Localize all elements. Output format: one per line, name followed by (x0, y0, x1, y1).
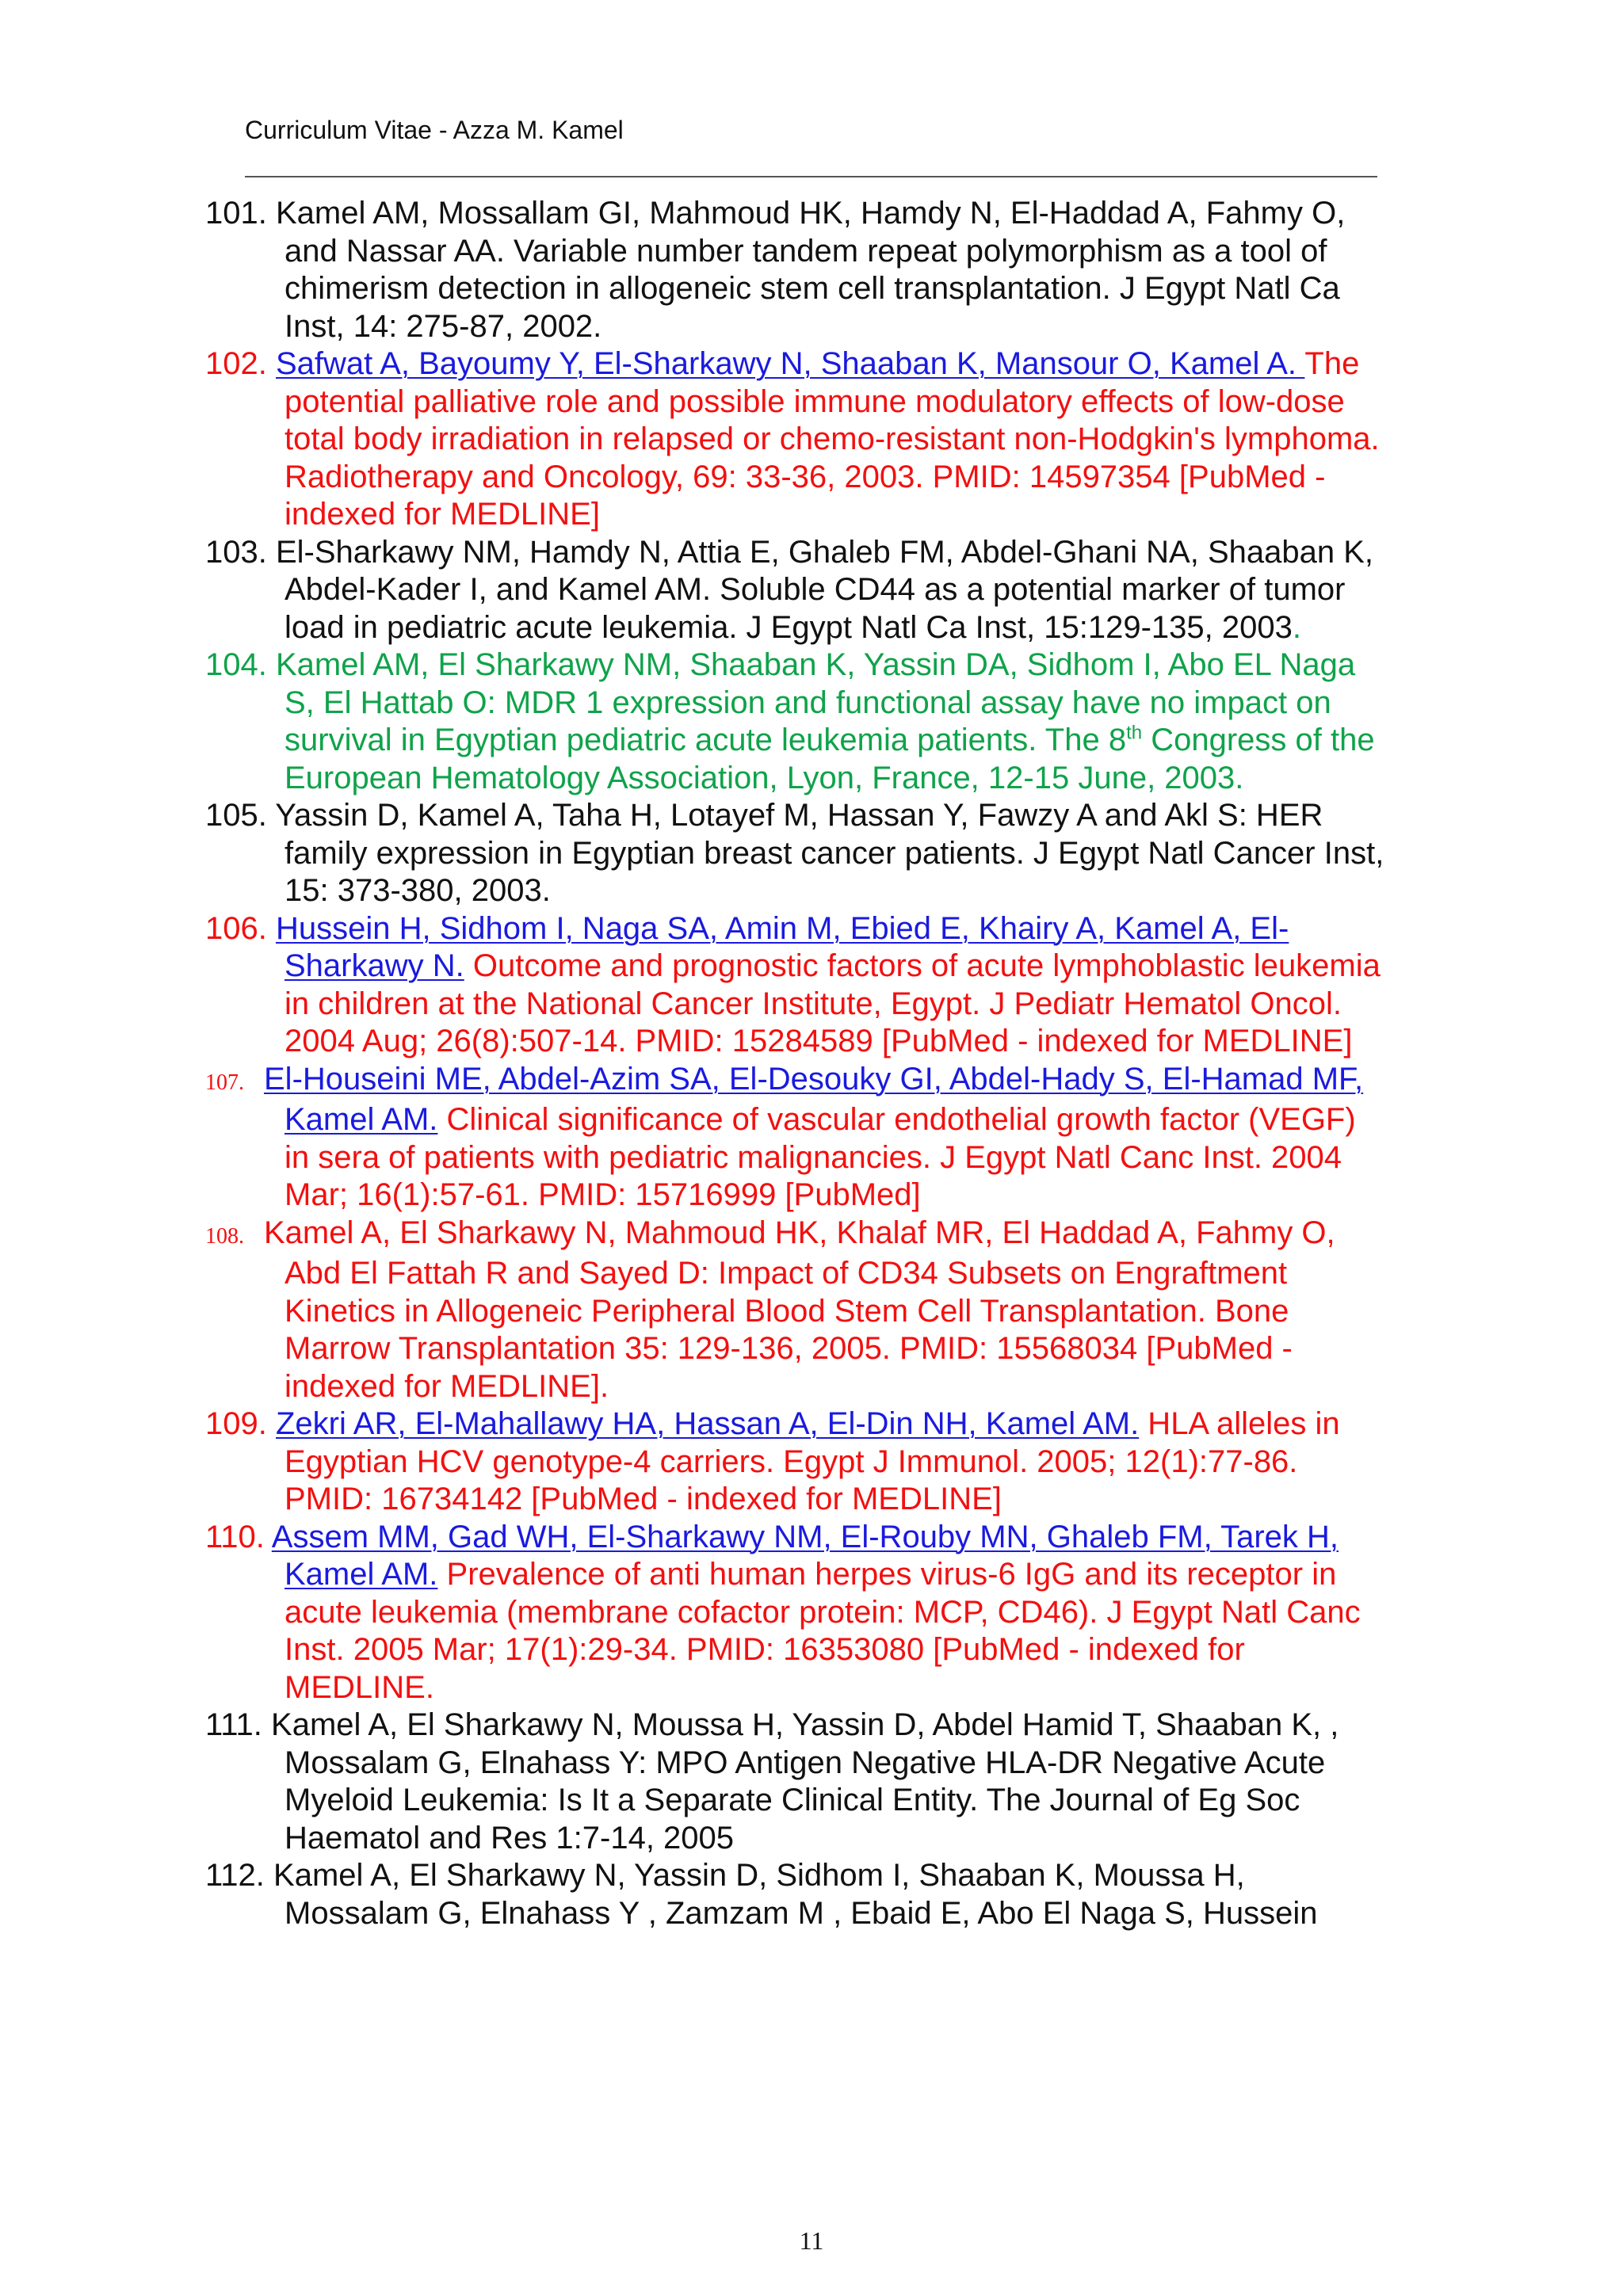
reference-item (205, 345, 1386, 534)
reference-item (205, 646, 1386, 797)
page-number: 11 (799, 2226, 824, 2255)
reference-number: 110. (205, 1519, 265, 1554)
reference-number: 104. (205, 647, 267, 682)
reference-item (205, 1707, 1386, 1857)
reference-text: Kamel AM, El Sharkawy NM, Shaaban K, Yassin DA, Sidhom I, Abo EL Naga S, El Hattab O: MDR 1 expression and functional assay have no impact on survival in Egyptian pediatric acute leukemia patients. The 8 (275, 647, 1356, 757)
reference-item (205, 797, 1386, 910)
reference-text: The potential palliative role and possible immune modulatory effects of low-dose total body irradiation in relapsed or chemo-resistant non-Hodgkin's lymphoma. Radiotherapy and Oncology, 69: 33-36, 2003. PMID: 14597354 [PubMed - indexed for MEDLINE] (285, 346, 1380, 532)
reference-number: 102. (205, 346, 267, 381)
reference-item (205, 1519, 1386, 1707)
reference-item (205, 195, 1386, 345)
reference-authors-link[interactable]: El-Houseini ME, Abdel-Azim SA, El-Desouky GI, Abdel-Hady S, El-Hamad MF, Kamel AM. (264, 1061, 1364, 1137)
reference-text: Kamel A, El Sharkawy N, Mahmoud HK, Khalaf MR, El Haddad A, Fahmy O, Abd El Fattah R and Sayed D: Impact of CD34 Subsets on Engraftment Kinetics in Allogeneic Peripheral Blood Stem Cell Transplantation. Bone Marrow Transplantation 35: 129-136, 2005. PMID: 15568034 [PubMed - indexed for MEDLINE]. (264, 1215, 1335, 1404)
reference-item: 107. El-Houseini ME, Abdel-Azim SA, El-Desouky GI, Abdel-Hady S, El-Hamad MF, Kamel AM. Clinical significance of vascular endothelial growth factor (VEGF) in sera of patients with pediatric malignancies. J Egypt Natl Canc Inst. 2004 Mar; 16(1):57-61. PMID: 15716999 [PubMed] (205, 1061, 1364, 1212)
reference-text: Prevalence of anti human herpes virus-6 IgG and its receptor in acute leukemia (membrane cofactor protein: MCP, CD46). J Egypt Natl Canc Inst. 2005 Mar; 17(1):29-34. PMID: 16353080 [PubMed - indexed for MEDLINE. (285, 1557, 1361, 1705)
reference-number: 105. (205, 798, 267, 833)
reference-trailing-period: . (1292, 609, 1301, 645)
reference-number: 106. (205, 910, 267, 946)
reference-item (205, 534, 1386, 647)
reference-text: Clinical significance of vascular endothelial growth factor (VEGF) in sera of patients with pediatric malignancies. J Egypt Natl Canc Inst. 2004 Mar; 16(1):57-61. PMID: 15716999 [PubMed] (285, 1102, 1356, 1212)
reference-number: 101. (205, 196, 267, 231)
reference-list (205, 195, 1386, 1932)
reference-authors-link[interactable]: Zekri AR, El-Mahallawy HA, Hassan A, El-Din NH, Kamel AM. (275, 1406, 1140, 1441)
reference-number: 103. (205, 534, 267, 570)
header-rule (245, 176, 1377, 177)
reference-text: Kamel A, El Sharkawy N, Moussa H, Yassin D, Abdel Hamid T, Shaaban K, , Mossalam G, Elnahass Y: MPO Antigen Negative HLA-DR Negative Acute Myeloid Leukemia: Is It a Separate Clinical Entity. The Journal of Eg Soc Haematol and Res 1:7-14, 2005 (271, 1707, 1339, 1855)
reference-text: El-Sharkawy NM, Hamdy N, Attia E, Ghaleb FM, Abdel-Ghani NA, Shaaban K, Abdel-Kader I, and Kamel AM. Soluble CD44 as a potential marker of tumor load in pediatric acute leukemia. J Egypt Natl Ca Inst, 15:129-135, 2003 (275, 534, 1374, 645)
reference-authors-link[interactable]: Hussein H, Sidhom I, Naga SA, Amin M, Ebied E, Khairy A, Kamel A, El-Sharkawy N. (275, 910, 1289, 983)
reference-text: HLA alleles in Egyptian HCV genotype-4 carriers. Egypt J Immunol. 2005; 12(1):77-86. PMID: 16734142 [PubMed - indexed for MEDLINE] (285, 1406, 1340, 1516)
reference-number: 111. (205, 1707, 262, 1742)
reference-authors-link[interactable]: Safwat A, Bayoumy Y, El-Sharkawy N, Shaaban K, Mansour O, Kamel A. (275, 346, 1305, 381)
reference-number: 112. (205, 1858, 265, 1893)
reference-item (205, 1857, 1386, 1932)
superscript-ordinal: th (1126, 722, 1143, 744)
reference-item (205, 910, 1386, 1061)
reference-number: 109. (205, 1406, 267, 1441)
reference-text: Outcome and prognostic factors of acute lymphoblastic leukemia in children at the National Cancer Institute, Egypt. J Pediatr Hematol Oncol. 2004 Aug; 26(8):507-14. PMID: 15284589 [PubMed - indexed for MEDLINE] (285, 948, 1381, 1058)
reference-authors-link[interactable]: Assem MM, Gad WH, El-Sharkawy NM, El-Rouby MN, Ghaleb FM, Tarek H, Kamel AM. (271, 1519, 1339, 1592)
reference-text: Yassin D, Kamel A, Taha H, Lotayef M, Hassan Y, Fawzy A and Akl S: HER family expression in Egyptian breast cancer patients. J Egypt Natl Cancer Inst, 15: 373-380, 2003. (275, 798, 1384, 908)
page-header: Curriculum Vitae - Azza M. Kamel (245, 116, 624, 144)
reference-item (205, 1405, 1386, 1519)
reference-item: 108. Kamel A, El Sharkawy N, Mahmoud HK, Khalaf MR, El Haddad A, Fahmy O, Abd El Fattah R and Sayed D: Impact of CD34 Subsets on Engraftment Kinetics in Allogeneic Peripheral Blood Stem Cell Transplantation. Bone Marrow Transplantation 35: 129-136, 2005. PMID: 15568034 [PubMed - indexed for MEDLINE]. (205, 1215, 1335, 1404)
reference-text: Kamel AM, Mossallam GI, Mahmoud HK, Hamdy N, El-Haddad A, Fahmy O, and Nassar AA. Variable number tandem repeat polymorphism as a tool of chimerism detection in allogeneic stem cell transplantation. J Egypt Natl Ca Inst, 14: 275-87, 2002. (275, 196, 1346, 344)
reference-text: Kamel A, El Sharkawy N, Yassin D, Sidhom I, Shaaban K, Moussa H, Mossalam G, Elnahass Y , Zamzam M , Ebaid E, Abo El Naga S, Hussein (273, 1858, 1318, 1931)
reference-text-continued: Congress of the European Hematology Association, Lyon, France, 12-15 June, 2003. (285, 723, 1375, 795)
